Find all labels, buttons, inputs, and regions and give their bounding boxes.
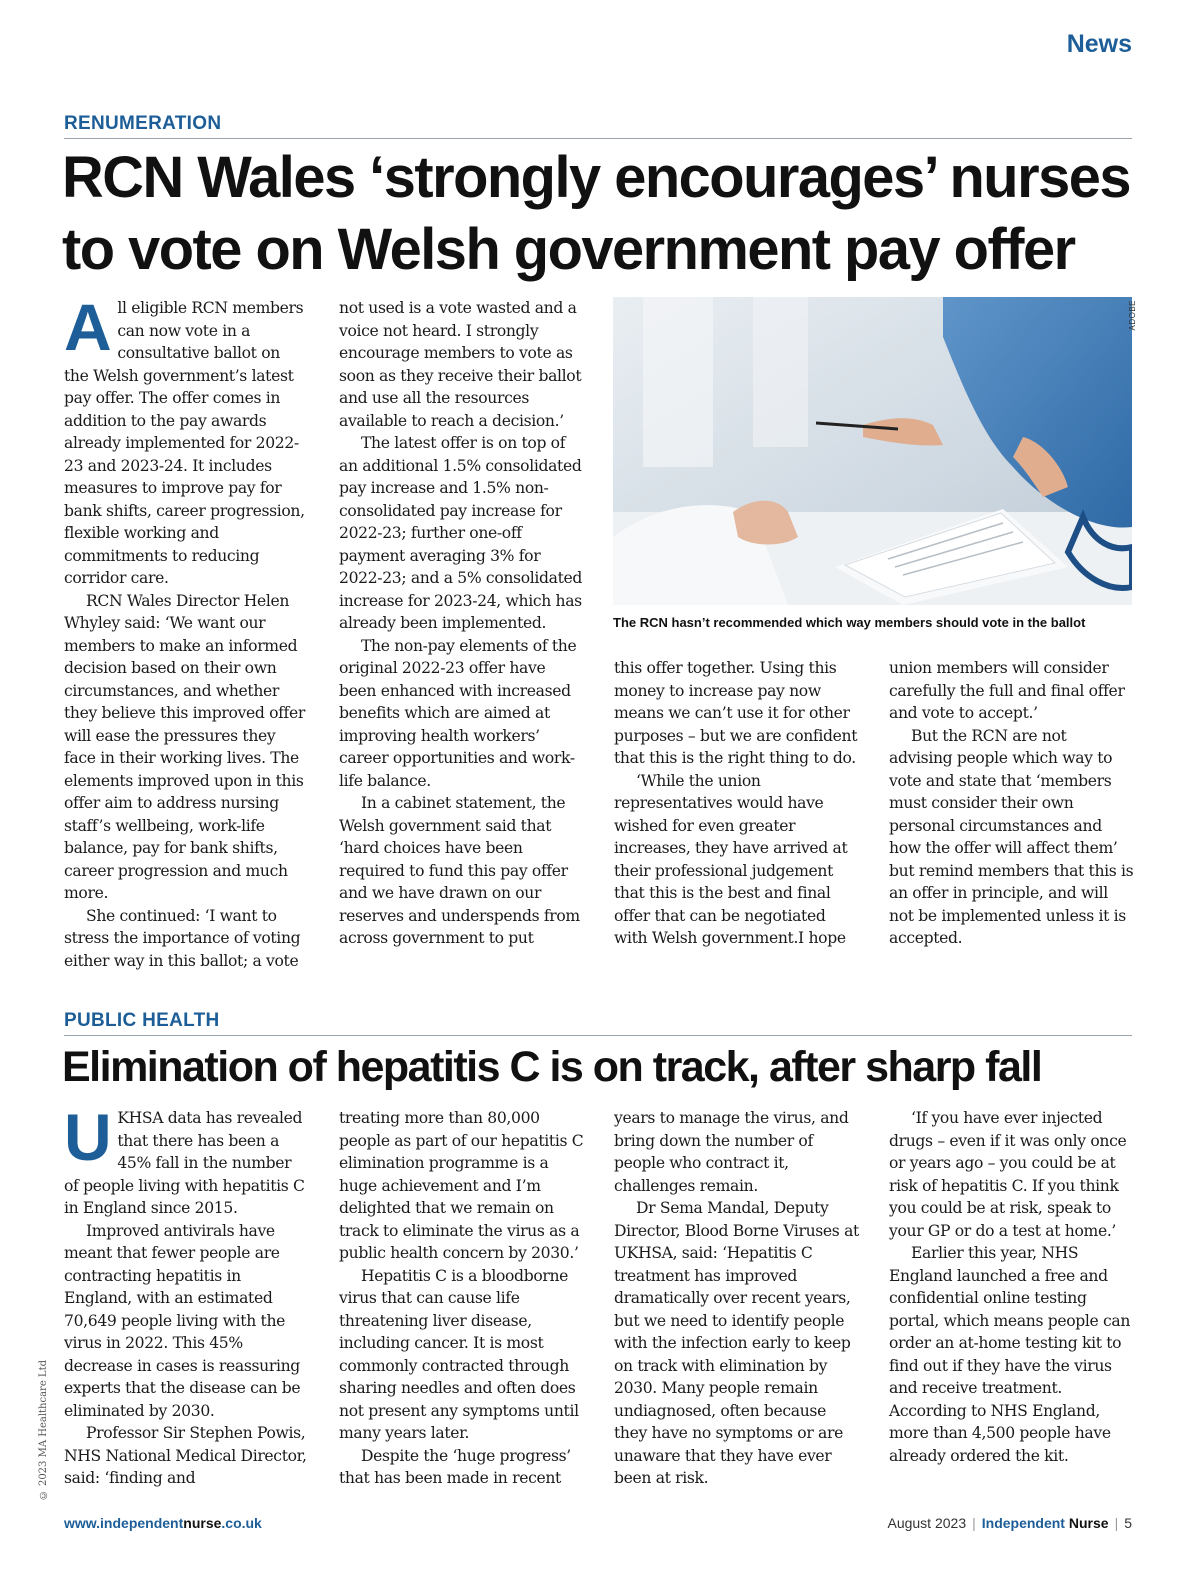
footer-separator: | — [1114, 1515, 1119, 1531]
article2-col4-para2: Earlier this year, NHS England launched a free and confidential online testing portal, which means people can order an at-home testing kit to find out if they have the virus and receive treatment. According to NHS England, more than 4,500 people have already ordered the kit. — [889, 1244, 1131, 1465]
article2-col3-para2: Dr Sema Mandal, Deputy Director, Blood Borne Viruses at UKHSA, said: ‘Hepatitis C treatment has improved dramatically over recent years, but we need to identify people with the infection early to keep on track with elimination by 2030. Many people remain undiagnosed, often because they have no symptoms or are unaware that they have ever been at risk. — [614, 1199, 859, 1487]
footer-brand-a: Independent — [981, 1515, 1065, 1531]
article1-col4-para2: But the RCN are not advising people which way to vote and state that ‘members must consider their own personal circumstances and how the offer will affect them’ but remind members that this is an offer in principle, and will not be implemented unless it is accepted. — [889, 726, 1134, 947]
article2-rule — [64, 1035, 1132, 1036]
section-label: News — [1066, 30, 1132, 58]
footer-date: August 2023 — [887, 1515, 967, 1531]
article1-col3-para2: ‘While the union representatives would have wished for even greater increases, they have arrived at their professional judgement that this is the best and final offer that can be negotiated with Welsh government.I hope — [614, 771, 848, 947]
image-credit: ADOBE — [1128, 300, 1137, 331]
article1-rule — [64, 138, 1132, 139]
footer-separator: | — [972, 1515, 976, 1531]
footer-website-link[interactable] — [64, 1515, 262, 1531]
footer-url-mid: nurse — [183, 1515, 222, 1531]
article2-col1-para1: KHSA data has revealed that there has been a 45% fall in the number of people living with hepatitis C in England since 2015. — [64, 1109, 305, 1217]
footer-meta — [887, 1515, 1132, 1531]
article2-col2-para2: Hepatitis C is a bloodborne virus that can cause life threatening liver disease, including cancer. It is most commonly contracted through sharing needles and often does not present any symptoms until many years later. — [339, 1266, 579, 1442]
article2-kicker: PUBLIC HEALTH — [64, 1010, 220, 1031]
footer-url-suffix: .co.uk — [221, 1515, 262, 1531]
article1-column-2 — [339, 297, 584, 950]
article2-col3-para1: years to manage the virus, and bring down the number of people who contract it, challenges remain. — [614, 1109, 849, 1195]
article1-kicker: RENUMERATION — [64, 113, 222, 134]
page-number: 5 — [1124, 1515, 1132, 1531]
article1-col4-para1: union members will consider carefully the full and final offer and vote to accept.’ — [889, 659, 1125, 722]
article1-col1-para3: She continued: ‘I want to stress the importance of voting either way in this ballot; a vote — [64, 906, 301, 970]
article2-column-3 — [614, 1107, 859, 1490]
article1-col2-para1: not used is a vote wasted and a voice not heard. I strongly encourage members to vote as soon as they receive their ballot and use all the resources available to reach a decision.’ — [339, 299, 582, 430]
article1-column-3 — [614, 657, 859, 950]
article1-column-1 — [64, 290, 309, 972]
article2-col4-para1: ‘If you have ever injected drugs – even if it was only once or years ago – you could be at risk of hepatitis C. If you think you could be at risk, speak to your GP or do a test at home.’ — [889, 1109, 1127, 1240]
article1-col2-para3: The non-pay elements of the original 2022-23 offer have been enhanced with increased benefits which are aimed at improving health workers’ career opportunities and work-life balance. — [339, 636, 577, 790]
article2-col1-para2: Improved antivirals have meant that fewer people are contracting hepatitis in England, with an estimated 70,649 people living with the virus in 2022. This 45% decrease in cases is reassuring experts that the disease can be eliminated by 2030. — [64, 1221, 301, 1420]
footer-brand-b: Nurse — [1068, 1515, 1109, 1531]
article1-col2-para4: In a cabinet statement, the Welsh government said that ‘hard choices have been required to fund this pay offer and we have drawn on our reserves and underspends from across government to put — [339, 794, 580, 947]
article1-headline: RCN Wales ‘strongly encourages’ nurses to vote on Welsh government pay offer — [62, 145, 1130, 282]
article2-column-2 — [339, 1107, 584, 1490]
article1-photo — [613, 297, 1132, 605]
article2-dropcap: U — [64, 1100, 112, 1174]
article1-col2-para2: The latest offer is on top of an additional 1.5% consolidated pay increase and 1.5% non-consolidated pay increase for 2022-23; further one-off payment averaging 3% for 2022-23; and a 5% consolidated increase for 2023-24, which has already been implemented. — [339, 434, 583, 632]
article1-col1-para1: ll eligible RCN members can now vote in a consultative ballot on the Welsh government’s latest pay offer. The offer comes in addition to the pay awards already implemented for 2022-23 and 2023-24. It includes measures to improve pay for bank shifts, career progression, flexible working and commitments to reducing corridor care. — [64, 299, 305, 587]
article2-column-1 — [64, 1100, 309, 1490]
article2-col2-para3: Despite the ‘huge progress’ that has been made in recent — [339, 1446, 571, 1487]
article1-col1-para2: RCN Wales Director Helen Whyley said: ‘We want our members to make an informed decision based on their own circumstances, and whether they believe this improved offer will ease the pressures they face in their working lives. The elements improved upon in this offer aim to address nursing staff’s wellbeing, work-life balance, pay for bank shifts, career progression and much more. — [64, 591, 305, 902]
footer-url-prefix: www.independent — [64, 1515, 184, 1531]
article1-dropcap: A — [64, 290, 112, 364]
copyright-notice: © 2023 MA Healthcare Ltd — [38, 1360, 49, 1501]
photo-caption: The RCN hasn’t recommended which way members should vote in the ballot — [613, 615, 1086, 630]
article1-column-4 — [889, 657, 1134, 950]
article2-col1-para3: Professor Sir Stephen Powis, NHS National Medical Director, said: ‘finding and — [64, 1424, 307, 1487]
article2-col2-para1: treating more than 80,000 people as part of our hepatitis C elimination programme is a huge achievement and I’m delighted that we remain on track to eliminate the virus as a public health concern by 2030.’ — [339, 1109, 584, 1262]
article2-column-4 — [889, 1107, 1134, 1467]
article1-col3-para1: this offer together. Using this money to increase pay now means we can’t use it for other purposes – but we are confident that this is the right thing to do. — [614, 659, 858, 767]
article2-headline: Elimination of hepatitis C is on track, after sharp fall — [62, 1043, 1042, 1091]
